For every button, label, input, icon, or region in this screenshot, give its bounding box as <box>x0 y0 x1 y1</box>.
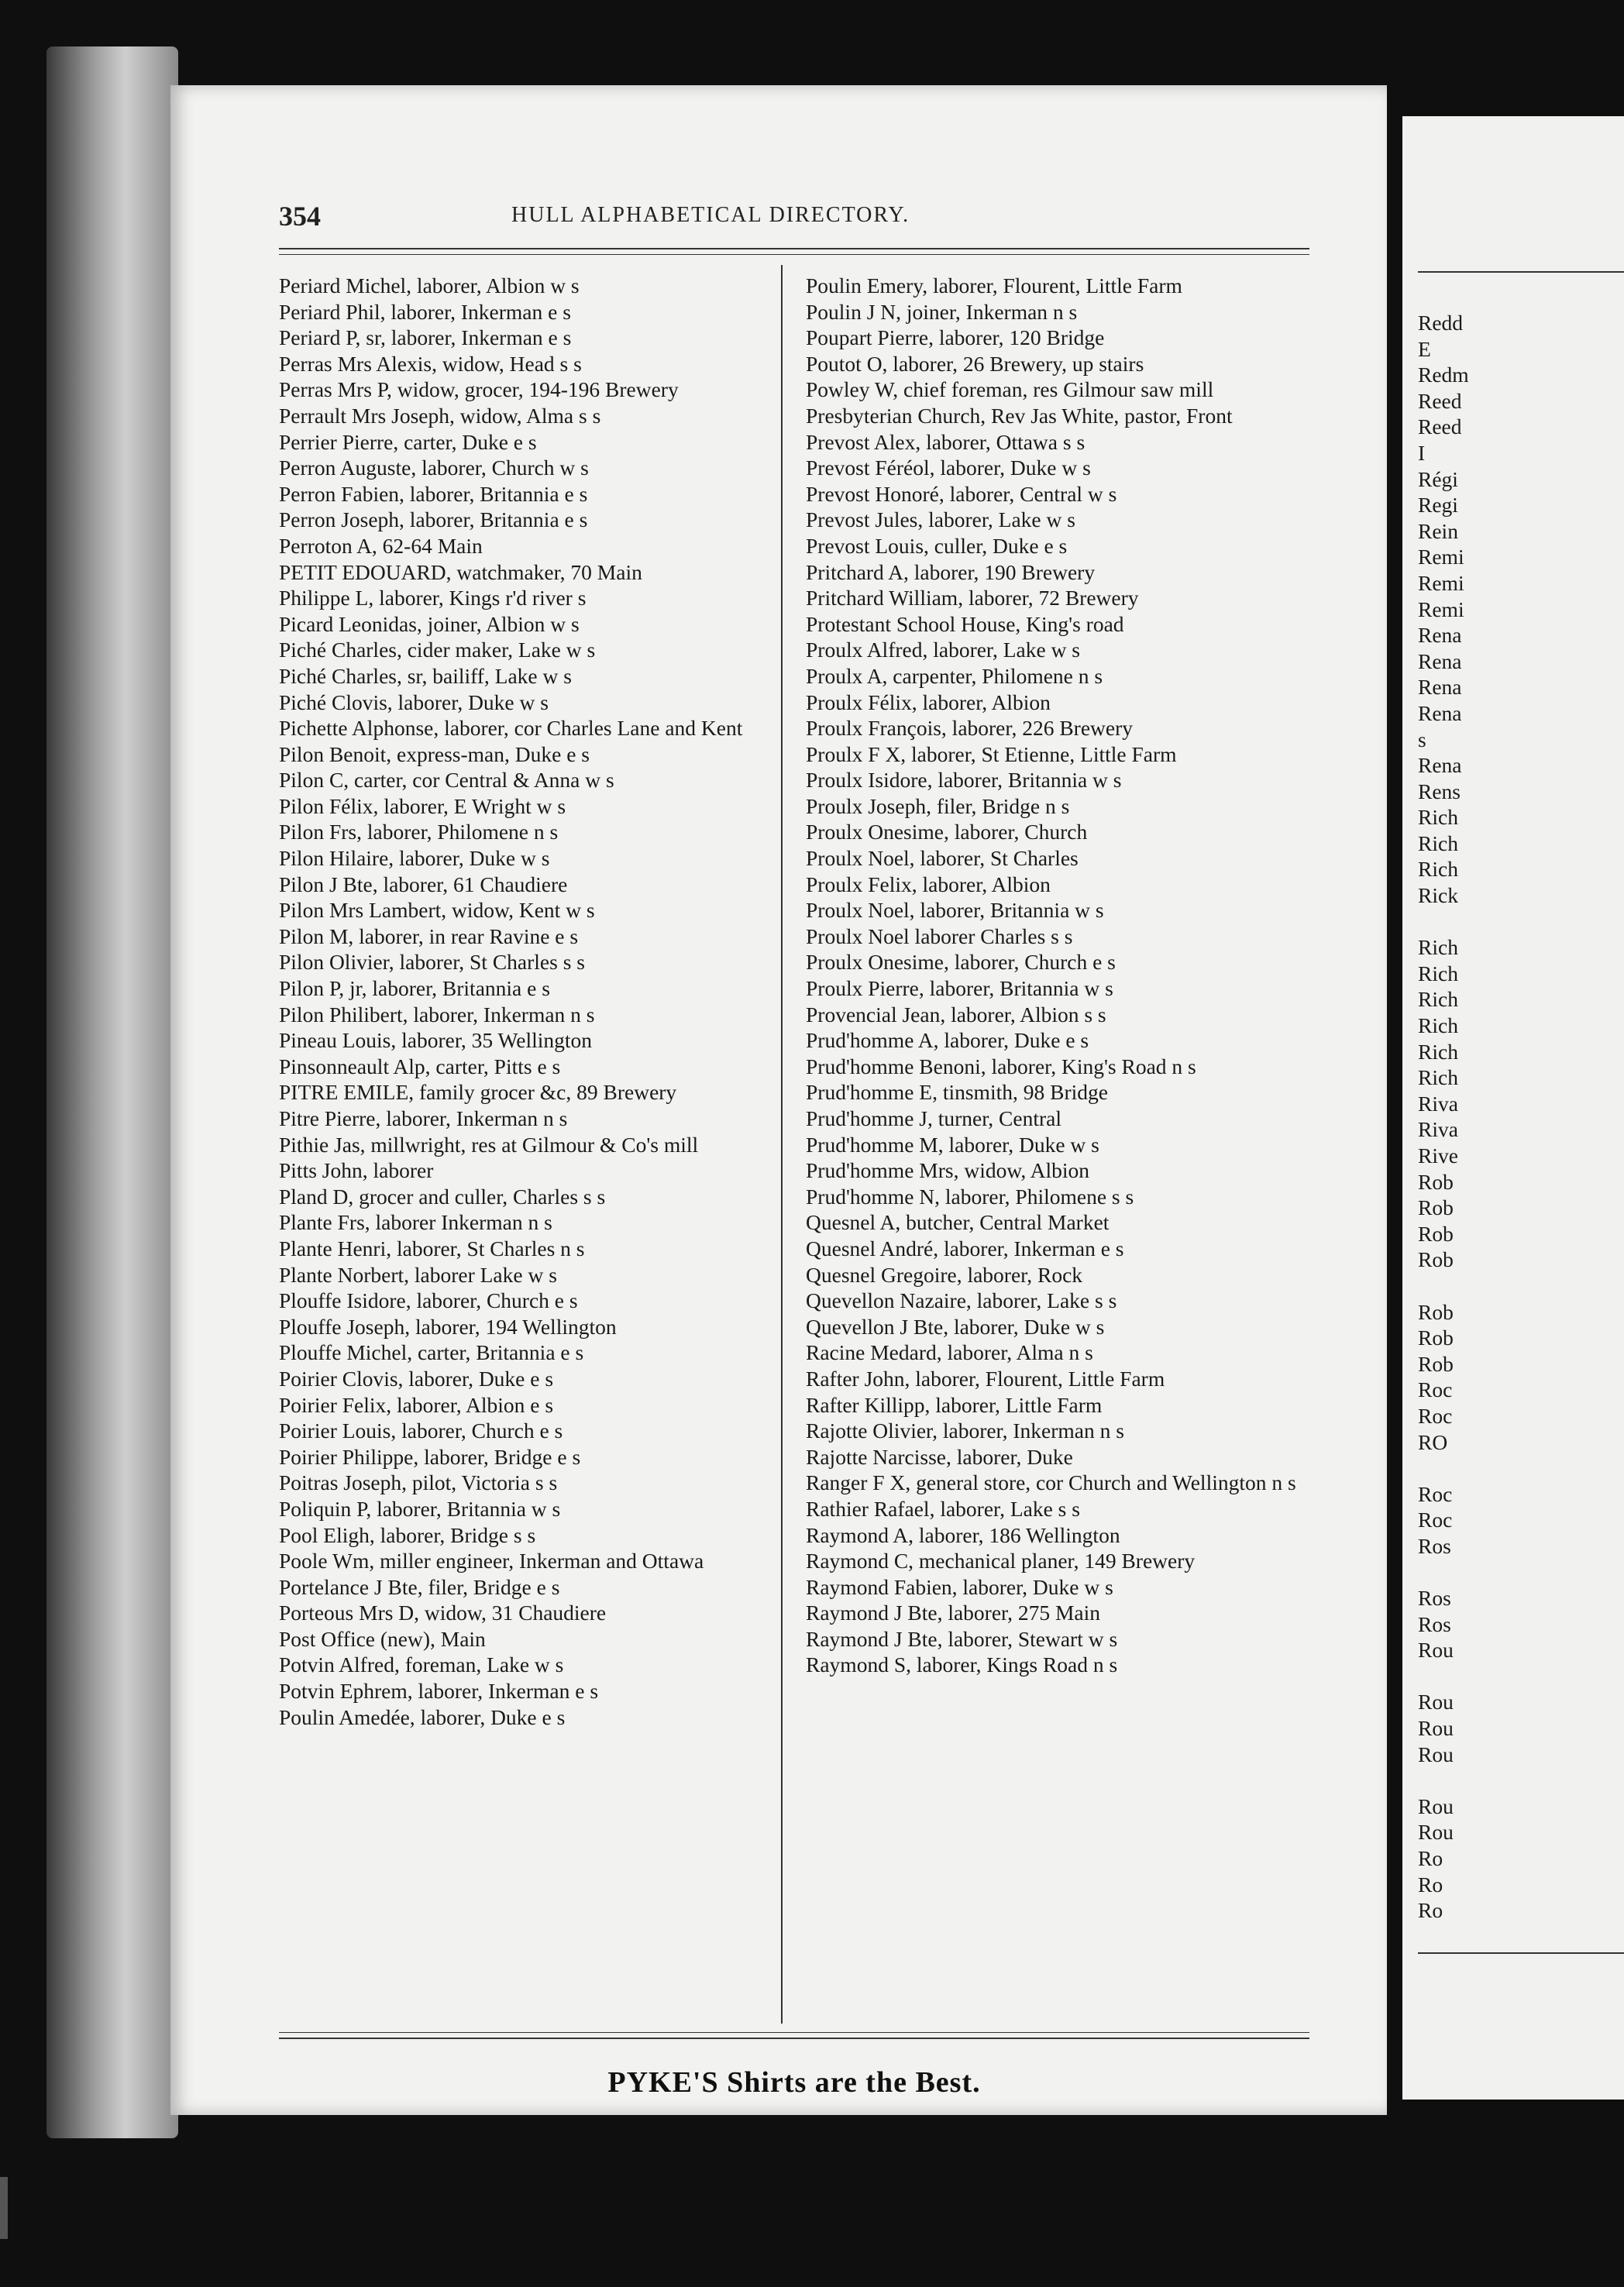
directory-entry: Rich <box>1418 857 1458 882</box>
directory-entry: Pilon C, carter, cor Central & Anna w s <box>279 768 614 793</box>
directory-entry: Roc <box>1418 1481 1453 1506</box>
directory-entry: Pritchard A, laborer, 190 Brewery <box>806 559 1096 584</box>
directory-entry: Plante Frs, laborer Inkerman n s <box>279 1210 552 1235</box>
directory-entry: Ro <box>1418 1872 1443 1897</box>
directory-entry <box>1418 1273 1469 1299</box>
directory-entry: Quesnel A, butcher, Central Market <box>806 1210 1110 1235</box>
directory-entry: Rena <box>1418 623 1462 648</box>
directory-entry: Prevost Alex, laborer, Ottawa s s <box>806 429 1086 454</box>
facing-page-column <box>1418 310 1469 1924</box>
directory-entry: Rich <box>1418 831 1458 855</box>
directory-entry: PITRE EMILE, family grocer &c, 89 Brewery <box>279 1080 677 1105</box>
directory-entry: Pilon J Bte, laborer, 61 Chaudiere <box>279 872 568 896</box>
directory-entry: Pool Eligh, laborer, Bridge s s <box>279 1522 536 1547</box>
directory-entry: Prevost Féréol, laborer, Duke w s <box>806 456 1091 480</box>
right-column <box>806 273 1309 1678</box>
directory-entry: Roc <box>1418 1377 1453 1402</box>
directory-entry: Raymond J Bte, laborer, Stewart w s <box>806 1626 1118 1651</box>
directory-entry: Rich <box>1418 1039 1458 1064</box>
directory-entry: Pithie Jas, millwright, res at Gilmour & Co's mill <box>279 1132 699 1157</box>
directory-entry: Rajotte Narcisse, laborer, Duke <box>806 1444 1073 1469</box>
directory-entry: Raymond A, laborer, 186 Wellington <box>806 1522 1120 1547</box>
directory-entry: Poulin Amedée, laborer, Duke e s <box>279 1704 566 1729</box>
directory-entry: Pineau Louis, laborer, 35 Wellington <box>279 1028 593 1053</box>
directory-entry: Poitras Joseph, pilot, Victoria s s <box>279 1470 558 1495</box>
directory-entry: Plante Norbert, laborer Lake w s <box>279 1262 557 1287</box>
directory-entry: Riva <box>1418 1091 1458 1116</box>
directory-entry: Proulx Felix, laborer, Albion <box>806 872 1051 896</box>
directory-entry: Redm <box>1418 363 1469 387</box>
directory-entry: Prevost Jules, laborer, Lake w s <box>806 507 1075 532</box>
directory-entry: Plante Henri, laborer, St Charles n s <box>279 1236 585 1260</box>
directory-entry: Proulx Joseph, filer, Bridge n s <box>806 793 1070 818</box>
directory-entry: Pritchard William, laborer, 72 Brewery <box>806 586 1139 610</box>
directory-entry: Rena <box>1418 675 1462 700</box>
directory-entry: Proulx F X, laborer, St Etienne, Little Farm <box>806 741 1177 766</box>
directory-entry: Poirier Louis, laborer, Church e s <box>279 1419 563 1443</box>
directory-entry: Perrier Pierre, carter, Duke e s <box>279 429 537 454</box>
facing-page-rule <box>1418 271 1624 276</box>
directory-entry: Rob <box>1418 1326 1454 1350</box>
directory-entry: Raymond J Bte, laborer, 275 Main <box>806 1601 1101 1625</box>
directory-entry: Rena <box>1418 700 1462 725</box>
directory-entry: Remi <box>1418 545 1464 569</box>
directory-entry: Porteous Mrs D, widow, 31 Chaudiere <box>279 1601 607 1625</box>
directory-entry: Proulx Noel laborer Charles s s <box>806 923 1073 948</box>
directory-entry: Ranger F X, general store, cor Church and Wellington n s <box>806 1470 1296 1495</box>
directory-entry: E <box>1418 336 1431 361</box>
directory-entry: Prevost Honoré, laborer, Central w s <box>806 481 1117 506</box>
page-header <box>279 200 1309 231</box>
directory-entry: Pilon Mrs Lambert, widow, Kent w s <box>279 898 595 923</box>
directory-entry: Prud'homme E, tinsmith, 98 Bridge <box>806 1080 1108 1105</box>
directory-entry: Rathier Rafael, laborer, Lake s s <box>806 1496 1080 1521</box>
directory-entry: Portelance J Bte, filer, Bridge e s <box>279 1574 560 1599</box>
directory-entry: Régi <box>1418 466 1458 491</box>
directory-entry: Ros <box>1418 1533 1451 1558</box>
directory-entry: Rou <box>1418 1638 1454 1663</box>
directory-entry: Ro <box>1418 1846 1443 1871</box>
directory-entry: Rens <box>1418 779 1461 803</box>
directory-entry: s <box>1418 727 1426 751</box>
directory-entry: Poole Wm, miller engineer, Inkerman and Ottawa <box>279 1549 704 1573</box>
directory-entry: Riva <box>1418 1117 1458 1142</box>
directory-entry: Racine Medard, laborer, Alma n s <box>806 1340 1093 1365</box>
directory-entry: PETIT EDOUARD, watchmaker, 70 Main <box>279 559 642 584</box>
directory-entry: Rich <box>1418 805 1458 830</box>
directory-entry: Pitre Pierre, laborer, Inkerman n s <box>279 1106 568 1130</box>
directory-entry: Proulx Onesime, laborer, Church <box>806 820 1088 844</box>
directory-entry: Rou <box>1418 1742 1454 1766</box>
directory-entry: Prevost Louis, culler, Duke e s <box>806 533 1068 558</box>
directory-entry: Regi <box>1418 493 1458 518</box>
directory-entry: Rob <box>1418 1221 1454 1246</box>
directory-entry: Proulx A, carpenter, Philomene n s <box>806 663 1103 688</box>
directory-entry: Piché Charles, sr, bailiff, Lake w s <box>279 663 572 688</box>
directory-entry: Rou <box>1418 1716 1454 1741</box>
scan-edge-mark <box>0 2177 8 2239</box>
directory-entry: Rich <box>1418 1065 1458 1090</box>
directory-entry: Protestant School House, King's road <box>806 611 1124 636</box>
directory-entry: Rena <box>1418 753 1462 778</box>
directory-entry: Rou <box>1418 1793 1454 1818</box>
directory-entry: Roc <box>1418 1508 1453 1532</box>
directory-entry: Periard Phil, laborer, Inkerman e s <box>279 299 571 324</box>
directory-entry: Rafter Killipp, laborer, Little Farm <box>806 1392 1103 1417</box>
facing-page <box>1402 116 1624 2100</box>
directory-entry: Proulx François, laborer, 226 Brewery <box>806 716 1133 741</box>
directory-entry: Poulin Emery, laborer, Flourent, Little Farm <box>806 273 1182 297</box>
directory-entry: Rob <box>1418 1247 1454 1272</box>
directory-entry: Proulx Alfred, laborer, Lake w s <box>806 638 1081 662</box>
directory-entry: Plouffe Joseph, laborer, 194 Wellington <box>279 1314 617 1339</box>
directory-entry: Prud'homme N, laborer, Philomene s s <box>806 1184 1134 1209</box>
directory-entry: Pitts John, laborer <box>279 1158 434 1183</box>
directory-entry: Prud'homme J, turner, Central <box>806 1106 1061 1130</box>
directory-entry: Plouffe Isidore, laborer, Church e s <box>279 1288 578 1313</box>
directory-entry: Provencial Jean, laborer, Albion s s <box>806 1002 1106 1027</box>
directory-entry: Poutot O, laborer, 26 Brewery, up stairs <box>806 351 1144 376</box>
footer-rule <box>279 2032 1309 2039</box>
directory-entry: Poupart Pierre, laborer, 120 Bridge <box>806 325 1105 350</box>
directory-entry: Poirier Felix, laborer, Albion e s <box>279 1392 554 1417</box>
directory-entry: Plouffe Michel, carter, Britannia e s <box>279 1340 584 1365</box>
directory-entry: Rich <box>1418 961 1458 985</box>
directory-entry <box>1418 1767 1469 1793</box>
directory-entry: Rich <box>1418 1013 1458 1038</box>
directory-entry: Ros <box>1418 1586 1451 1611</box>
directory-page <box>170 85 1387 2115</box>
directory-entry: Raymond S, laborer, Kings Road n s <box>806 1652 1118 1677</box>
directory-entry: Rob <box>1418 1169 1454 1194</box>
directory-entry: Raymond C, mechanical planer, 149 Brewery <box>806 1549 1196 1573</box>
directory-entry: RO <box>1418 1429 1448 1454</box>
directory-entry: Rive <box>1418 1144 1458 1168</box>
directory-entry: Reed <box>1418 388 1462 413</box>
directory-entry: Piché Charles, cider maker, Lake w s <box>279 638 596 662</box>
directory-entry: Rein <box>1418 518 1458 543</box>
directory-entry: Proulx Noel, laborer, St Charles <box>806 846 1079 871</box>
directory-entry: Poulin J N, joiner, Inkerman n s <box>806 299 1078 324</box>
left-column <box>279 273 783 1730</box>
directory-entry: Perron Joseph, laborer, Britannia e s <box>279 507 588 532</box>
directory-entry: Philippe L, laborer, Kings r'd river s <box>279 586 587 610</box>
directory-entry: Prud'homme A, laborer, Duke e s <box>806 1028 1089 1053</box>
directory-entry: Remi <box>1418 570 1464 595</box>
directory-entry: Rich <box>1418 987 1458 1012</box>
directory-entry: Perron Auguste, laborer, Church w s <box>279 456 589 480</box>
directory-entry: Perras Mrs P, widow, grocer, 194-196 Brewery <box>279 377 679 402</box>
directory-entry: Redd <box>1418 311 1464 335</box>
directory-entry: Poirier Clovis, laborer, Duke e s <box>279 1366 554 1391</box>
directory-entry: Rafter John, laborer, Flourent, Little Farm <box>806 1366 1165 1391</box>
directory-entry: Quesnel Gregoire, laborer, Rock <box>806 1262 1083 1287</box>
directory-entry: Rou <box>1418 1820 1454 1845</box>
directory-entry: Periard Michel, laborer, Albion w s <box>279 273 580 297</box>
directory-entry: Proulx Félix, laborer, Albion <box>806 690 1051 714</box>
advertisement-footer: PYKE'S Shirts are the Best. <box>607 2066 981 2099</box>
directory-entry: Prud'homme Benoni, laborer, King's Road n s <box>806 1054 1196 1078</box>
directory-entry: Periard P, sr, laborer, Inkerman e s <box>279 325 572 350</box>
directory-entry: Piché Clovis, laborer, Duke w s <box>279 690 549 714</box>
directory-entry: Pilon Olivier, laborer, St Charles s s <box>279 950 585 975</box>
column-divider <box>781 265 783 2024</box>
directory-entry: Proulx Isidore, laborer, Britannia w s <box>806 768 1122 793</box>
directory-entry <box>1418 1560 1469 1586</box>
directory-entry: Quesnel André, laborer, Inkerman e s <box>806 1236 1124 1260</box>
directory-entry: Powley W, chief foreman, res Gilmour saw mill <box>806 377 1214 402</box>
directory-entry: Pilon M, laborer, in rear Ravine e s <box>279 923 579 948</box>
directory-entry <box>1418 1455 1469 1481</box>
directory-entry: Post Office (new), Main <box>279 1626 486 1651</box>
directory-entry: Potvin Ephrem, laborer, Inkerman e s <box>279 1679 599 1704</box>
directory-entry: Proulx Onesime, laborer, Church e s <box>806 950 1116 975</box>
directory-entry: Poirier Philippe, laborer, Bridge e s <box>279 1444 581 1469</box>
running-head: HULL ALPHABETICAL DIRECTORY. <box>511 203 910 227</box>
directory-entry: Pinsonneault Alp, carter, Pitts e s <box>279 1054 561 1078</box>
directory-entry: Pichette Alphonse, laborer, cor Charles Lane and Kent <box>279 716 743 741</box>
directory-entry: Prud'homme Mrs, widow, Albion <box>806 1158 1090 1183</box>
directory-entry <box>1418 1663 1469 1690</box>
header-rule <box>279 248 1309 255</box>
directory-entry: Rou <box>1418 1690 1454 1714</box>
directory-entry: Perras Mrs Alexis, widow, Head s s <box>279 351 582 376</box>
directory-entry: Pland D, grocer and culler, Charles s s <box>279 1184 606 1209</box>
directory-entry: Rick <box>1418 883 1458 908</box>
directory-entry: Pilon Frs, laborer, Philomene n s <box>279 820 559 844</box>
directory-entry: Perron Fabien, laborer, Britannia e s <box>279 481 588 506</box>
directory-entry: Prud'homme M, laborer, Duke w s <box>806 1132 1099 1157</box>
directory-entry: Quevellon J Bte, laborer, Duke w s <box>806 1314 1105 1339</box>
directory-entry: Presbyterian Church, Rev Jas White, pastor, Front <box>806 403 1233 428</box>
directory-entry: Poliquin P, laborer, Britannia w s <box>279 1496 561 1521</box>
directory-entry: Quevellon Nazaire, laborer, Lake s s <box>806 1288 1117 1313</box>
directory-entry: Rob <box>1418 1195 1454 1220</box>
directory-entry: I <box>1418 440 1426 465</box>
directory-entry: Rob <box>1418 1299 1454 1324</box>
directory-entry: Rajotte Olivier, laborer, Inkerman n s <box>806 1419 1124 1443</box>
facing-page-bottom-rule <box>1418 1952 1624 1957</box>
directory-entry: Rob <box>1418 1351 1454 1376</box>
directory-entry: Ros <box>1418 1611 1451 1636</box>
directory-entry: Remi <box>1418 597 1464 621</box>
directory-entry: Pilon Félix, laborer, E Wright w s <box>279 793 566 818</box>
directory-entry: Pilon Hilaire, laborer, Duke w s <box>279 846 550 871</box>
directory-entry: Pilon Benoit, express-man, Duke e s <box>279 741 590 766</box>
directory-entry: Potvin Alfred, foreman, Lake w s <box>279 1652 564 1677</box>
directory-entry: Rich <box>1418 935 1458 960</box>
directory-entry: Pilon P, jr, laborer, Britannia e s <box>279 976 550 1001</box>
directory-entry: Ro <box>1418 1898 1443 1923</box>
directory-entry: Perrault Mrs Joseph, widow, Alma s s <box>279 403 601 428</box>
directory-entry: Raymond Fabien, laborer, Duke w s <box>806 1574 1113 1599</box>
directory-entry: Proulx Pierre, laborer, Britannia w s <box>806 976 1113 1001</box>
directory-entry: Roc <box>1418 1403 1453 1428</box>
directory-entry: Rena <box>1418 648 1462 673</box>
directory-entry: Picard Leonidas, joiner, Albion w s <box>279 611 580 636</box>
directory-entry: Proulx Noel, laborer, Britannia w s <box>806 898 1104 923</box>
page-number: 354 <box>279 201 321 232</box>
directory-entry: Perroton A, 62-64 Main <box>279 533 483 558</box>
directory-entry <box>1418 909 1469 935</box>
directory-entry: Pilon Philibert, laborer, Inkerman n s <box>279 1002 595 1027</box>
book-spine <box>46 46 178 2138</box>
directory-entry: Reed <box>1418 414 1462 439</box>
